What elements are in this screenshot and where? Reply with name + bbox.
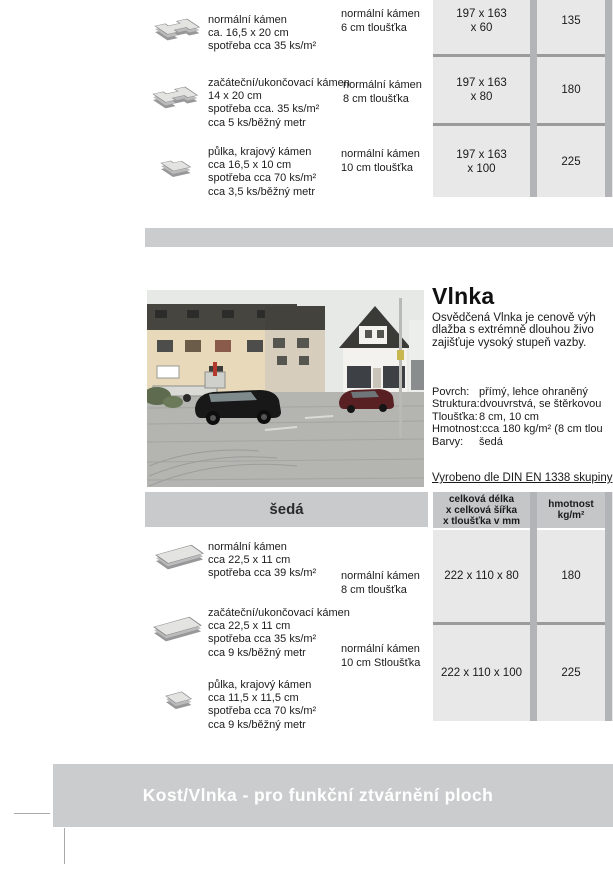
variant-line: 10 cm Stloušťka bbox=[341, 656, 421, 669]
spec-value: přímý, lehce ohraněný bbox=[479, 386, 588, 398]
spec-row bbox=[432, 411, 603, 423]
variant-line: normální kámen bbox=[341, 148, 420, 160]
weight-cell: 225 bbox=[537, 126, 605, 197]
variant-line: 8 cm tloušťka bbox=[341, 583, 407, 596]
dimension-line: x 60 bbox=[470, 22, 493, 34]
desc-line: cca 9 ks/běžný metr bbox=[208, 646, 306, 659]
product-description bbox=[208, 679, 316, 732]
product-description bbox=[208, 146, 316, 199]
product-description bbox=[208, 14, 316, 54]
spec-label: Tloušťka: bbox=[432, 410, 478, 423]
variant-line: normální kámen bbox=[341, 570, 420, 582]
product-description bbox=[208, 77, 350, 130]
dimension-line: x 100 bbox=[467, 162, 496, 175]
intro-line: dlažba s extrémně dlouhou živo bbox=[432, 324, 594, 337]
desc-line: spotřeba cca 35 ks/m² bbox=[208, 40, 317, 53]
column-divider bbox=[530, 0, 537, 197]
page-title: Vlnka bbox=[432, 283, 495, 309]
desc-line: spotřeba cca 35 ks/m² bbox=[208, 633, 317, 646]
bone-paver-icon bbox=[150, 14, 200, 44]
desc-line: cca 11,5 x 11,5 cm bbox=[208, 692, 299, 705]
spec-row bbox=[432, 386, 603, 398]
dimension-line: 197 x 163 bbox=[456, 8, 507, 20]
dimension-cell: 222 x 110 x 100 bbox=[433, 625, 530, 721]
spec-label: Barvy: bbox=[432, 435, 464, 448]
variant-line: 10 cm tloušťka bbox=[341, 161, 413, 174]
dimension-cell bbox=[433, 57, 530, 123]
standard-note: Vyrobeno dle DIN EN 1338 skupiny bbox=[432, 472, 613, 484]
desc-line: normální kámen bbox=[208, 14, 287, 26]
color-header-band: šedá bbox=[145, 492, 428, 527]
desc-line: začáteční/ukončovací kámen bbox=[208, 607, 350, 619]
dimension-line: x 80 bbox=[470, 91, 493, 103]
footer-banner: Kost/Vlnka - pro funkční ztvárnění ploch bbox=[53, 764, 613, 827]
variant-line: 6 cm tloušťka bbox=[341, 21, 407, 34]
section-divider-band bbox=[145, 228, 613, 247]
table-header-weight bbox=[537, 492, 605, 528]
desc-line: půlka, krajový kámen bbox=[208, 146, 312, 158]
intro-line: Osvědčená Vlnka je cenově výh bbox=[432, 312, 596, 324]
intro-line: zajišťuje vysoký stupeň vazby. bbox=[432, 336, 587, 349]
desc-line: cca 3,5 ks/běžný metr bbox=[208, 185, 315, 198]
rect-paver-icon bbox=[152, 540, 204, 572]
table-header-dimensions bbox=[433, 492, 530, 528]
half-rect-paver-icon bbox=[160, 684, 194, 712]
header-line: hmotnost bbox=[548, 499, 594, 510]
header-line: celková délka bbox=[448, 493, 515, 505]
variant-line: normální kámen bbox=[341, 643, 420, 655]
variant-label bbox=[343, 79, 422, 106]
dimension-cell bbox=[433, 126, 530, 197]
half-bone-paver-icon bbox=[156, 152, 192, 179]
reference-photo bbox=[147, 290, 424, 487]
spec-value: cca 180 kg/m² (8 cm tlou bbox=[482, 423, 603, 436]
product-description bbox=[208, 607, 350, 660]
spec-label: Hmotnost: bbox=[432, 423, 483, 436]
weight-cell: 135 bbox=[537, 0, 605, 54]
variant-line: 8 cm tloušťka bbox=[343, 92, 409, 105]
dimension-cell bbox=[433, 0, 530, 54]
weight-cell: 225 bbox=[537, 625, 605, 721]
header-line: kg/m² bbox=[557, 510, 585, 521]
dimension-line: 197 x 163 bbox=[456, 148, 507, 161]
rect-paver-icon bbox=[150, 612, 202, 644]
bottom-spec-table bbox=[433, 492, 613, 721]
variant-label bbox=[341, 643, 420, 670]
intro-paragraph bbox=[432, 312, 596, 349]
desc-line: půlka, krajový kámen bbox=[208, 679, 312, 691]
variant-line: normální kámen bbox=[341, 8, 420, 20]
desc-line: spotřeba cca 39 ks/m² bbox=[208, 567, 317, 580]
spec-row bbox=[432, 423, 603, 435]
dimension-cell: 222 x 110 x 80 bbox=[433, 530, 530, 622]
desc-line: cca 16,5 x 10 cm bbox=[208, 159, 292, 172]
column-divider bbox=[605, 0, 612, 197]
variant-label bbox=[341, 570, 420, 597]
spec-row bbox=[432, 436, 603, 448]
variant-label bbox=[341, 148, 420, 175]
spec-value: šedá bbox=[479, 435, 503, 448]
bone-paver-icon bbox=[148, 82, 198, 112]
spec-value: 8 cm, 10 cm bbox=[479, 410, 539, 423]
spec-list bbox=[432, 386, 603, 448]
weight-cell: 180 bbox=[537, 57, 605, 123]
variant-label bbox=[341, 8, 420, 35]
column-divider bbox=[530, 492, 537, 721]
weight-cell: 180 bbox=[537, 530, 605, 622]
header-line: x celková šířka bbox=[445, 504, 518, 516]
desc-line: začáteční/ukončovací kámen bbox=[208, 77, 350, 89]
column-divider bbox=[605, 492, 612, 721]
product-description bbox=[208, 541, 316, 581]
desc-line: cca 22,5 x 11 cm bbox=[208, 620, 291, 633]
desc-line: normální kámen bbox=[208, 541, 287, 553]
desc-line: cca 9 ks/běžný metr bbox=[208, 718, 306, 731]
variant-line: normální kámen bbox=[343, 79, 422, 91]
spec-value: dvouvrstvá, se štěrkovou bbox=[479, 398, 602, 411]
spec-label: Povrch: bbox=[432, 386, 470, 398]
desc-line: 14 x 20 cm bbox=[208, 90, 262, 103]
dimension-line: 197 x 163 bbox=[456, 77, 507, 89]
desc-line: cca 5 ks/běžný metr bbox=[208, 116, 306, 129]
desc-line: cca 22,5 x 11 cm bbox=[208, 554, 291, 567]
crop-mark-vertical bbox=[64, 828, 65, 864]
spec-label: Struktura: bbox=[432, 398, 480, 411]
spec-row bbox=[432, 398, 603, 410]
top-spec-table bbox=[433, 0, 613, 197]
desc-line: ca. 16,5 x 20 cm bbox=[208, 27, 289, 40]
desc-line: spotřeba cca 70 ks/m² bbox=[208, 172, 317, 185]
desc-line: spotřeba cca. 35 ks/m² bbox=[208, 103, 320, 116]
crop-mark-horizontal bbox=[14, 813, 50, 814]
header-line: x tloušťka v mm bbox=[442, 515, 521, 527]
desc-line: spotřeba cca 70 ks/m² bbox=[208, 705, 317, 718]
